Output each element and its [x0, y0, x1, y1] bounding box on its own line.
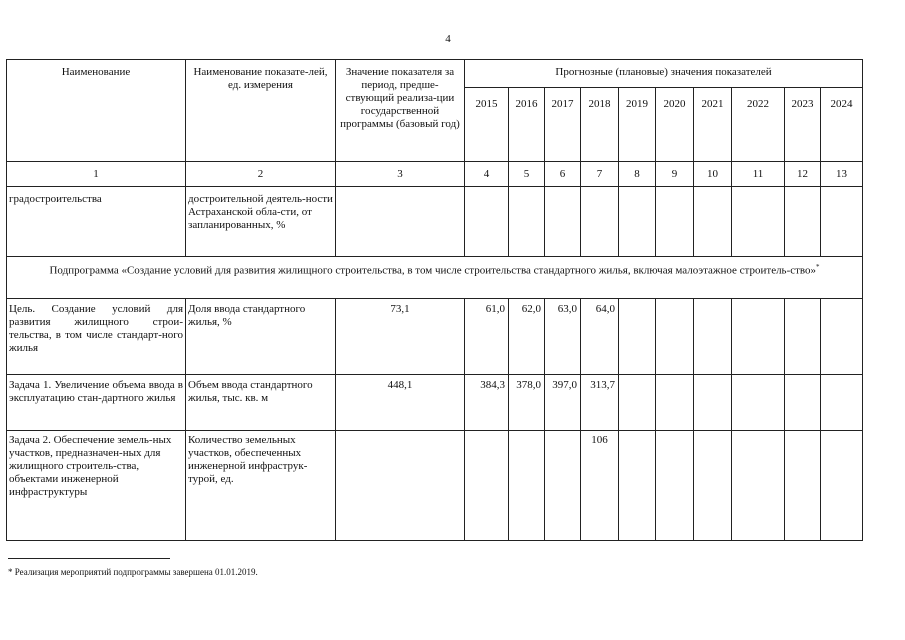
year-cell: 2019	[619, 88, 656, 162]
row-value	[785, 299, 821, 375]
year-cell: 2024	[821, 88, 863, 162]
footnote-divider	[8, 558, 170, 559]
header-base-value: Значение показателя за период, предше-ствующий реализа-ции государственной программы (базовый год)	[336, 60, 465, 162]
column-number: 12	[785, 162, 821, 187]
row-value	[694, 431, 732, 541]
row-value	[821, 299, 863, 375]
column-number: 3	[336, 162, 465, 187]
row-value	[821, 375, 863, 431]
row-value: 378,0	[509, 375, 545, 431]
column-number: 1	[7, 162, 186, 187]
column-number: 5	[509, 162, 545, 187]
row-name: Задача 1. Увеличение объема ввода в эксплуатацию стан-дартного жилья	[7, 375, 186, 431]
year-cell: 2021	[694, 88, 732, 162]
year-cell: 2018	[581, 88, 619, 162]
row-value	[732, 431, 785, 541]
row-value	[656, 431, 694, 541]
row-name: градостроительства	[7, 187, 186, 257]
row-base-value	[336, 431, 465, 541]
year-cell: 2022	[732, 88, 785, 162]
year-cell: 2015	[465, 88, 509, 162]
row-value: 63,0	[545, 299, 581, 375]
footnote: * Реализация мероприятий подпрограммы завершена 01.01.2019.	[8, 567, 258, 577]
subprogram-text: Подпрограмма «Создание условий для развития жилищного строительства, в том числе строительства стандартного жилья, включая малоэтажное строитель-ство»	[49, 264, 817, 277]
column-number: 4	[465, 162, 509, 187]
row-indicator: Объем ввода стандартного жилья, тыс. кв. м	[186, 375, 336, 431]
row-value: 313,7	[581, 375, 619, 431]
subprogram-title	[7, 257, 863, 299]
row-value	[732, 375, 785, 431]
column-number: 8	[619, 162, 656, 187]
row-value	[656, 375, 694, 431]
page-number: 4	[445, 33, 451, 45]
row-value	[545, 431, 581, 541]
table-row	[7, 187, 863, 257]
column-number: 7	[581, 162, 619, 187]
header-name: Наименование	[7, 60, 186, 162]
subprogram-row	[7, 257, 863, 299]
row-name: Задача 2. Обеспечение земель-ных участков, предназначен-ных для жилищного строитель-ства, объектами инженерной инфраструктуры	[7, 431, 186, 541]
row-indicator: Доля ввода стандартного жилья, %	[186, 299, 336, 375]
column-number: 9	[656, 162, 694, 187]
row-value: 62,0	[509, 299, 545, 375]
column-number: 10	[694, 162, 732, 187]
row-value	[694, 375, 732, 431]
row-value: 106	[581, 431, 619, 541]
row-name: Цель. Создание условий для развития жилищного строи-тельства, в том числе стандарт-ного жилья	[7, 299, 186, 375]
row-base-value: 448,1	[336, 375, 465, 431]
column-number: 6	[545, 162, 581, 187]
year-cell: 2016	[509, 88, 545, 162]
year-cell: 2017	[545, 88, 581, 162]
row-value: 397,0	[545, 375, 581, 431]
row-value	[465, 431, 509, 541]
row-value: 61,0	[465, 299, 509, 375]
year-cell: 2020	[656, 88, 694, 162]
row-value	[694, 299, 732, 375]
row-value	[785, 431, 821, 541]
row-value: 384,3	[465, 375, 509, 431]
row-value	[619, 431, 656, 541]
subprogram-footnote-mark: *	[816, 263, 820, 271]
row-indicator: Количество земельных участков, обеспеченных инженерной инфраструк-турой, ед.	[186, 431, 336, 541]
row-value	[785, 375, 821, 431]
indicators-table	[6, 59, 863, 541]
table-row	[7, 299, 863, 375]
column-number: 13	[821, 162, 863, 187]
row-indicator: достроительной деятель-ности Астраханской обла-сти, от запланированных, %	[186, 187, 336, 257]
column-numbers-row	[7, 162, 863, 187]
row-value: 64,0	[581, 299, 619, 375]
header-forecast: Прогнозные (плановые) значения показателей	[465, 60, 863, 88]
row-value	[732, 299, 785, 375]
row-value	[619, 375, 656, 431]
row-value	[821, 431, 863, 541]
row-value	[656, 299, 694, 375]
header-row	[7, 60, 863, 88]
column-number: 11	[732, 162, 785, 187]
column-number: 2	[186, 162, 336, 187]
row-base-value: 73,1	[336, 299, 465, 375]
year-cell: 2023	[785, 88, 821, 162]
row-value	[619, 299, 656, 375]
row-value	[509, 431, 545, 541]
table-row	[7, 431, 863, 541]
table-row	[7, 375, 863, 431]
header-indicator: Наименование показате-лей, ед. измерения	[186, 60, 336, 162]
